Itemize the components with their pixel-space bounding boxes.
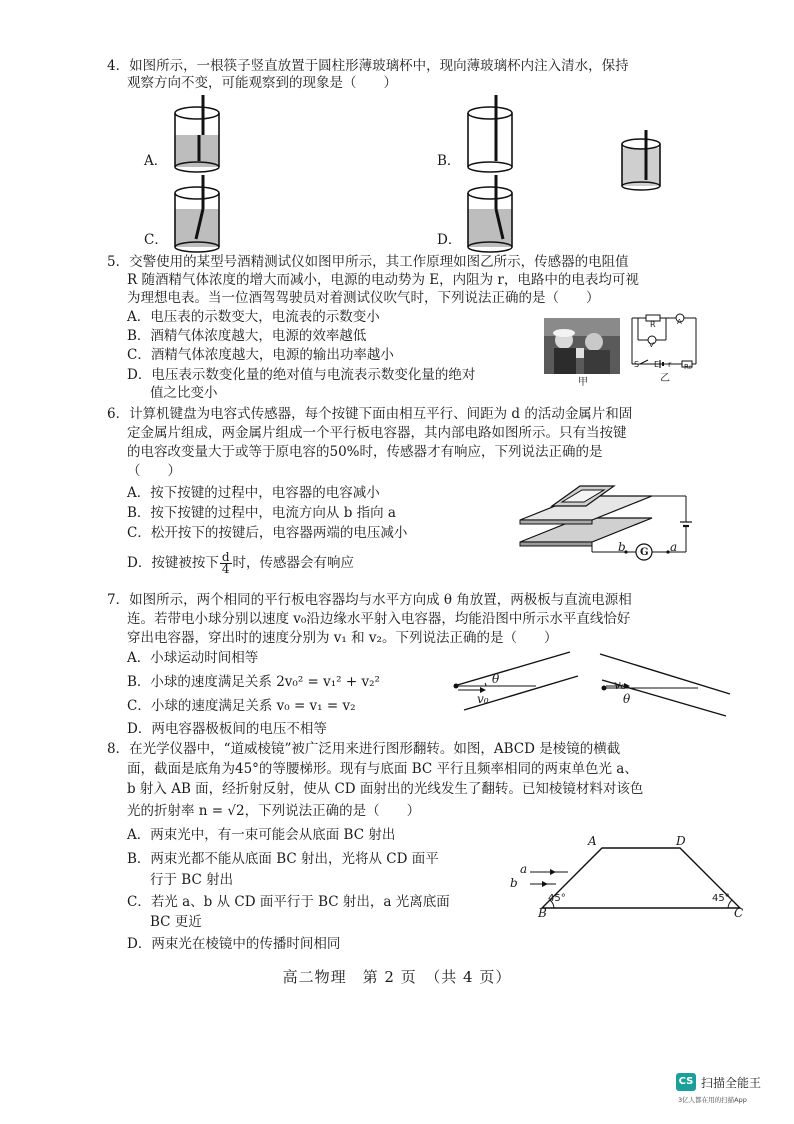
q8-vertex-B: B	[538, 906, 547, 920]
q4-cup-b-figure	[463, 95, 523, 175]
q5-stem-line3: 为理想电表。当一位酒驾驾驶员对着测试仪吹气时，下列说法正确的是（ ）	[127, 290, 600, 306]
q4-option-c: C．	[144, 232, 168, 248]
q8-vertex-C: C	[734, 906, 744, 920]
q5-label-R0: R₀	[684, 363, 692, 371]
q5-label-yi: 乙	[660, 373, 670, 384]
q8-option-b-line2: 行于 BC 射出	[150, 872, 234, 888]
q5-label-r: r	[668, 360, 672, 369]
q4-cup-b2-figure	[618, 130, 668, 195]
q7-right-v0: v₀	[614, 678, 626, 692]
q7-option-d: D．两电容器极板间的电压不相等	[127, 721, 327, 737]
q4-stem-line2: 观察方向不变，可能观察到的现象是（ ）	[127, 75, 397, 91]
q7-option-c: C．小球的速度满足关系 v₀ = v₁ = v₂	[127, 698, 356, 714]
q6-stem-line3: 的电容改变量大于或等于原电容的50%时，传感器才有响应，下列说法正确的是	[127, 444, 603, 460]
q8-option-d: D．两束光在棱镜中的传播时间相同	[127, 936, 341, 952]
q8-stem-line3: b 射入 AB 面，经折射反射，使从 CD 面射出的光线发生了翻转。已知棱镜材料对该色	[127, 781, 644, 797]
camscanner-logo-icon: CS	[676, 1073, 696, 1091]
q5-label-E: E	[654, 360, 660, 369]
q4-option-d: D．	[437, 232, 462, 248]
q7-option-a: A．小球运动时间相等	[127, 650, 259, 666]
q6-stem-line4: （ ）	[127, 463, 181, 479]
q8-vertex-D: D	[676, 834, 686, 848]
q5-label-V: V	[649, 341, 654, 349]
q7-capacitor-left-figure	[452, 650, 582, 712]
q8-option-c-line1: C．若光 a、b 从 CD 面平行于 BC 射出，a 光离底面	[127, 894, 450, 910]
q6-option-a: A．按下按键的过程中，电容器的电容减小	[127, 485, 380, 501]
q5-option-c: C．酒精气体浓度越大，电源的输出功率越小	[127, 347, 394, 363]
q4-stem-line1: 4．如图所示，一根筷子竖直放置于圆柱形薄玻璃杯中，现向薄玻璃杯内注入清水，保持	[107, 58, 629, 74]
q6-label-b: b	[618, 540, 626, 554]
q6-option-b: B．按下按键的过程中，电流方向从 b 指向 a	[127, 505, 396, 521]
q7-option-b: B．小球的速度满足关系 2v₀² = v₁² + v₂²	[127, 674, 380, 690]
q5-option-d-line1: D．电压表示数变化量的绝对值与电流表示数变化量的绝对	[127, 367, 476, 383]
q8-stem-line1: 8．在光学仪器中，“道威棱镜”被广泛用来进行图形翻转。如图，ABCD 是棱镜的横截	[107, 741, 621, 757]
q8-angle-right: 45°	[712, 893, 730, 904]
q8-option-c-line2: BC 更近	[150, 914, 202, 930]
q8-ray-a-label: a	[520, 862, 528, 876]
q6-option-c: C．松开按下的按键后，电容器两端的电压减小	[127, 525, 408, 541]
q8-option-a: A．两束光中，有一束可能会从底面 BC 射出	[127, 827, 396, 843]
q5-label-jia: 甲	[578, 377, 588, 388]
q5-photo-jia	[544, 318, 620, 374]
q6-label-G: G	[640, 547, 649, 558]
q7-stem-line1: 7．如图所示，两个相同的平行板电容器均与水平方向成 θ 角放置，两极板与直流电源相	[107, 592, 632, 608]
q5-stem-line1: 5．交警使用的某型号酒精测试仪如图甲所示，其工作原理如图乙所示，传感器的电阻值	[107, 254, 629, 270]
q6-option-d-fraction	[220, 552, 232, 575]
q7-left-v0: v₀	[477, 692, 489, 706]
q4-option-a: A．	[144, 153, 168, 169]
q7-right-theta: θ	[623, 692, 631, 706]
q5-label-S: S	[634, 360, 640, 369]
q8-option-b-line1: B．两束光都不能从底面 BC 射出，光将从 CD 面平	[127, 851, 439, 867]
q4-cup-d-figure	[463, 175, 523, 255]
q5-label-A: A	[677, 318, 682, 326]
q8-ray-b-label: b	[510, 876, 518, 890]
q6-option-d	[127, 552, 354, 575]
q5-stem-line2: R 随酒精气体浓度的增大而减小，电源的电动势为 E，内阻为 r，电路中的电表均可视	[127, 272, 639, 288]
camscanner-name: 扫描全能王	[701, 1076, 762, 1090]
q6-fraction-denominator: 4	[221, 562, 230, 576]
q8-stem-line4: 光的折射率 n = √2，下列说法正确的是（ ）	[127, 803, 421, 819]
q6-option-d-suffix: 时，传感器会有响应	[232, 555, 355, 571]
q8-angle-left: 45°	[548, 893, 566, 904]
q6-stem-line1: 6．计算机键盘为电容式传感器，每个按键下面由相互平行、间距为 d 的活动金属片和固	[107, 406, 633, 422]
q6-fraction-numerator: d	[221, 550, 230, 564]
q7-left-theta: θ	[492, 672, 500, 686]
q6-option-d-prefix: D．按键被按下	[127, 555, 219, 571]
q5-option-d-line2: 值之比变小	[150, 385, 218, 401]
camscanner-tagline: 3亿人都在用的扫描App	[678, 1096, 747, 1104]
q8-stem-line2: 面，截面是底角为45°的等腰梯形。现有与底面 BC 平行且频率相同的两束单色光 a、	[127, 761, 638, 777]
q7-stem-line3: 穿出电容器，穿出时的速度分别为 v₁ 和 v₂。下列说法正确的是（ ）	[127, 630, 558, 646]
q5-label-R: R	[650, 320, 656, 329]
q5-option-a: A．电压表的示数变大，电流表的示数变小	[127, 309, 380, 325]
q4-cup-c-figure	[170, 175, 230, 255]
q4-option-b: B．	[437, 153, 461, 169]
page-footer: 高二物理 第 2 页 （共 4 页）	[282, 968, 512, 986]
q6-label-a: a	[670, 540, 678, 554]
q6-stem-line2: 定金属片组成，两金属片组成一个平行板电容器，其内部电路如图所示。只有当按键	[127, 425, 627, 441]
q4-cup-a-figure	[170, 95, 230, 175]
q8-vertex-A: A	[588, 834, 597, 848]
q5-option-b: B．酒精气体浓度越大，电源的效率越低	[127, 328, 367, 344]
q7-stem-line2: 连。若带电小球分别以速度 v₀沿边缘水平射入电容器，均能沿图中所示水平直线恰好	[127, 611, 631, 627]
